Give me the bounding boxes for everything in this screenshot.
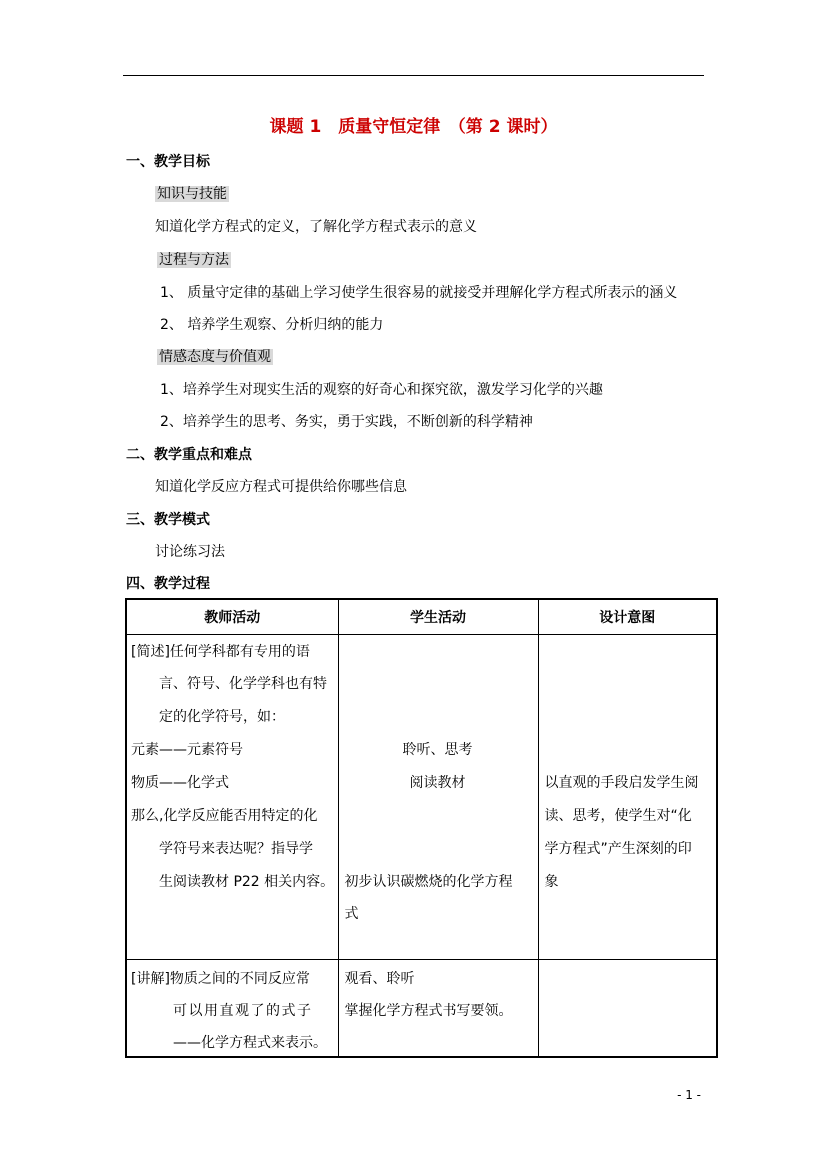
- row1-student-line: 阅读教材: [409, 775, 466, 791]
- header-intent: 设计意图: [538, 599, 717, 635]
- section-heading-objectives: 一、教学目标: [126, 154, 210, 170]
- subheading-knowledge: [155, 183, 229, 203]
- section-heading-keypoints: 二、教学重点和难点: [126, 447, 252, 463]
- knowledge-text: 知道化学方程式的定义，了解化学方程式表示的意义: [155, 219, 477, 235]
- table-row: [126, 635, 717, 960]
- section-heading-process: 四、教学过程: [126, 576, 210, 592]
- row1-teacher-line: 生阅读教材 P22 相关内容。: [159, 874, 335, 890]
- header-teacher: 教师活动: [126, 599, 338, 635]
- row1-teacher-line: 那么,化学反应能否用特定的化: [131, 808, 318, 824]
- table-header-row: [126, 599, 717, 635]
- row1-teacher-line: 言、符号、化学学科也有特: [159, 676, 327, 692]
- row1-intent-line: 学方程式”产生深刻的印: [544, 841, 692, 857]
- emotion-item-1: 1、培养学生对现实生活的观察的好奇心和探究欲，激发学习化学的兴趣: [160, 382, 603, 398]
- row1-teacher-line: [简述]任何学科都有专用的语: [131, 644, 310, 660]
- row2-teacher-cell: [126, 960, 338, 1058]
- header-rule: [123, 75, 704, 76]
- section-heading-mode: 三、教学模式: [126, 512, 210, 528]
- row2-intent-cell: [538, 960, 717, 1058]
- row1-intent-line: 以直观的手段启发学生阅: [544, 775, 699, 791]
- row2-teacher-line: 可以用直观了的式子: [173, 1003, 313, 1019]
- teaching-process-table: [125, 598, 718, 1058]
- row1-teacher-line: 元素——元素符号: [131, 742, 243, 758]
- process-item-2: 2、 培养学生观察、分析归纳的能力: [160, 317, 384, 333]
- row1-student-line: 初步认识碳燃烧的化学方程: [344, 874, 513, 890]
- row1-student-line: 式: [344, 906, 359, 922]
- process-item-1: 1、 质量守定律的基础上学习使学生很容易的就接受并理解化学方程式所表示的涵义: [160, 285, 678, 301]
- emotion-label: 情感态度与价值观: [159, 349, 271, 365]
- header-student: 学生活动: [338, 599, 538, 635]
- process-label: 过程与方法: [159, 252, 229, 268]
- mode-text: 讨论练习法: [155, 544, 225, 560]
- row1-teacher-line: 学符号来表达呢？指导学: [159, 841, 313, 857]
- subheading-emotion: [157, 346, 273, 366]
- keypoints-text: 知道化学反应方程式可提供给你哪些信息: [155, 479, 407, 495]
- row2-student-line: 观看、聆听: [344, 971, 415, 987]
- row1-intent-cell: [538, 635, 717, 960]
- page-number: - 1 -: [677, 1088, 701, 1102]
- row2-teacher-line: ——化学方程式来表示。: [173, 1035, 327, 1051]
- emotion-item-2: 2、培养学生的思考、务实，勇于实践，不断创新的科学精神: [160, 414, 533, 430]
- document-title: 课题 1 质量守恒定律 （第 2 课时）: [269, 117, 558, 137]
- row2-student-cell: [338, 960, 538, 1058]
- row2-student-line: 掌握化学方程式书写要领。: [344, 1003, 513, 1019]
- table-row: [126, 960, 717, 1058]
- subheading-process: [157, 249, 231, 269]
- knowledge-label: 知识与技能: [157, 186, 227, 202]
- row1-student-line: 聆听、思考: [402, 742, 473, 758]
- row2-teacher-line: [讲解]物质之间的不同反应常: [131, 971, 310, 987]
- row1-teacher-line: 物质——化学式: [131, 775, 229, 791]
- row1-intent-line: 象: [544, 874, 559, 890]
- row1-teacher-line: 定的化学符号，如：: [159, 709, 285, 725]
- row1-student-cell: [338, 635, 538, 960]
- row1-intent-line: 读、思考，使学生对“化: [544, 808, 692, 824]
- row1-teacher-cell: [126, 635, 338, 960]
